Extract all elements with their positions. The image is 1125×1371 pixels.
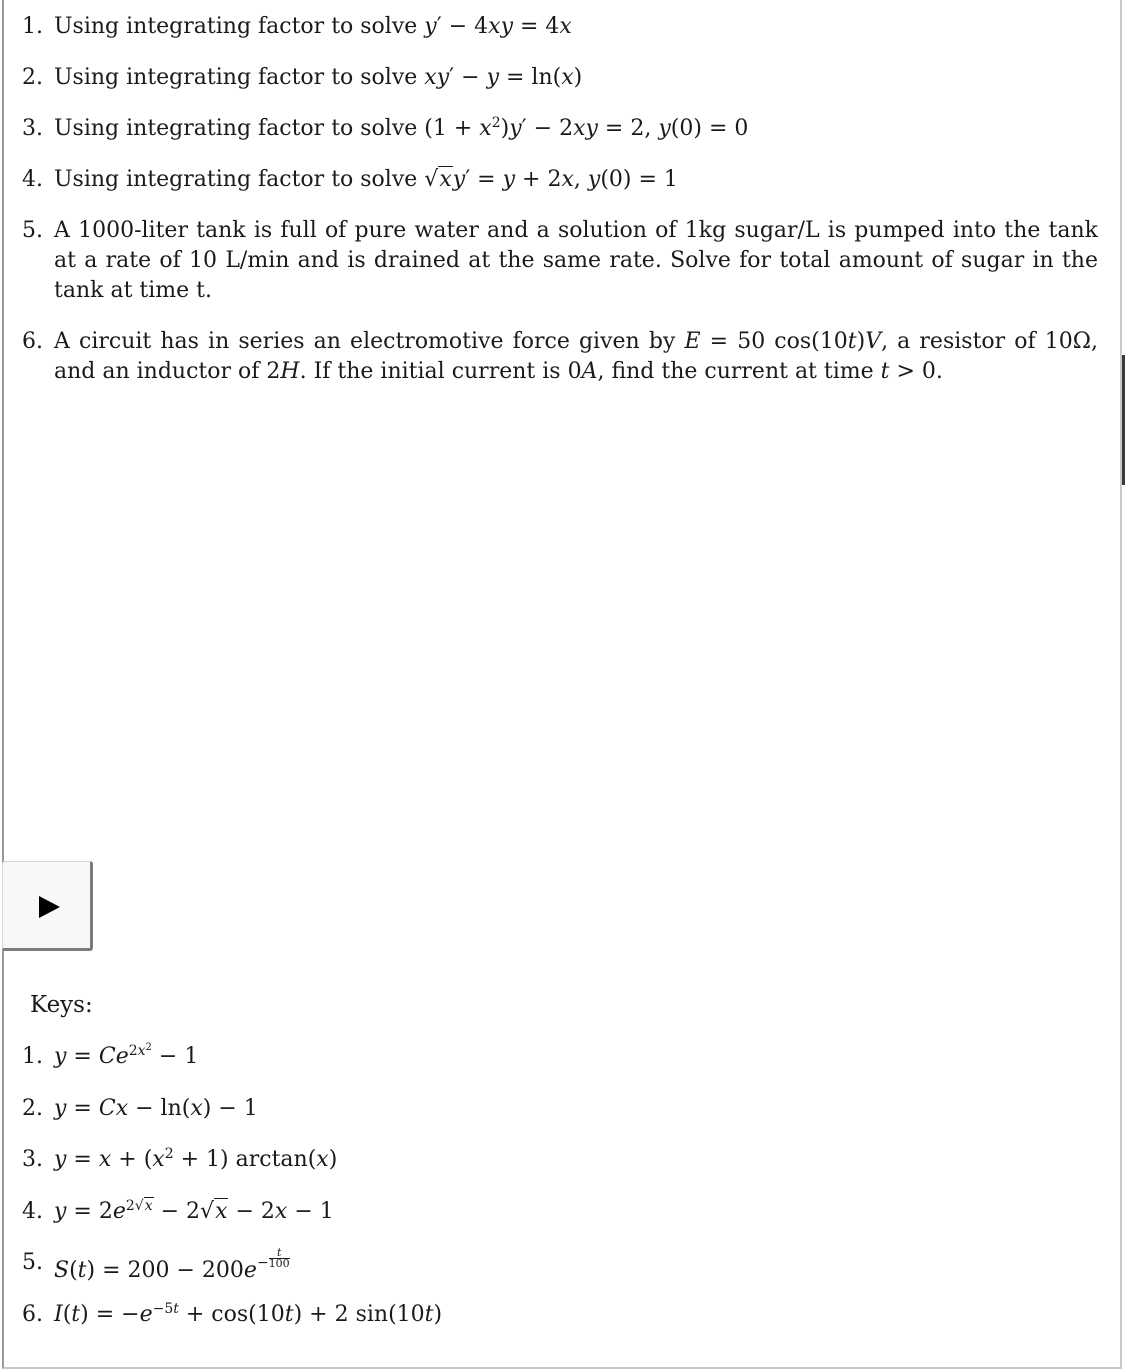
math-equation: y = Cx − ln(x) − 1 bbox=[54, 1095, 258, 1121]
math-equation: $y = 2e^{2√x} - 2√x - 2x - 1$ bbox=[54, 1197, 334, 1224]
item-number: 6. bbox=[22, 329, 43, 354]
answer-item bbox=[22, 1246, 1022, 1284]
answer-item bbox=[22, 1042, 1022, 1072]
problem-item bbox=[22, 63, 1098, 93]
problem-text: Using integrating factor to solve bbox=[54, 167, 418, 192]
play-icon bbox=[39, 896, 60, 918]
problem-text: Using integrating factor to solve bbox=[54, 65, 418, 90]
answer-item bbox=[22, 1300, 1022, 1330]
item-number: 2. bbox=[22, 65, 43, 90]
problem-item bbox=[22, 216, 1098, 306]
math-equation: E = 50 cos(10t)V bbox=[684, 329, 882, 354]
problem-text: Using integrating factor to solve bbox=[54, 14, 418, 39]
math-equation: $I(t) = -e^{-5t} + \cos(10t) + 2$ sin(10t) bbox=[54, 1300, 443, 1327]
answer-item bbox=[22, 1197, 1022, 1227]
item-number: 3. bbox=[22, 116, 43, 141]
item-number: 6. bbox=[22, 1301, 43, 1327]
problem-item bbox=[22, 165, 1098, 195]
math-equation: S(t) = 200 − 200e− $\frac{t}{100}$ bbox=[54, 1246, 290, 1284]
math-equation: $y = x + (x^2 + 1)$ arctan(x) bbox=[54, 1146, 338, 1173]
item-number: 4. bbox=[22, 1198, 43, 1224]
item-number: 1. bbox=[22, 1044, 43, 1069]
math-equation: $(1 + x^2)y' - 2xy = 2$, y(0) = 0 bbox=[424, 115, 749, 141]
answer-item bbox=[22, 1145, 1022, 1175]
item-number: 5. bbox=[22, 218, 43, 243]
math-equation: 0A bbox=[567, 359, 598, 384]
answer-list bbox=[22, 1042, 1022, 1352]
problem-text: Using integrating factor to solve bbox=[54, 116, 418, 141]
math-equation: xy′ − y = ln(x) bbox=[424, 65, 583, 90]
problem-item bbox=[22, 114, 1098, 144]
answer-item bbox=[22, 1094, 1022, 1124]
problem-text: . If the initial current is bbox=[299, 359, 561, 384]
item-number: 1. bbox=[22, 14, 43, 39]
math-equation: 2H bbox=[266, 359, 300, 384]
item-number: 4. bbox=[22, 167, 43, 192]
play-button[interactable] bbox=[2, 861, 93, 951]
item-number: 3. bbox=[22, 1147, 43, 1173]
item-number: 2. bbox=[22, 1095, 43, 1121]
keys-title: Keys: bbox=[30, 992, 93, 1018]
problem-list bbox=[22, 12, 1098, 408]
problem-item bbox=[22, 327, 1098, 387]
item-number: 5. bbox=[22, 1250, 43, 1276]
math-equation: $y = Ce^{2x^2} - 1$ bbox=[54, 1042, 199, 1069]
problem-text: , a resistor of 10Ω, and an inductor of bbox=[54, 329, 1099, 384]
problem-item bbox=[22, 12, 1098, 42]
math-equation: t > 0. bbox=[880, 359, 943, 384]
problem-text: A 1000-liter tank is full of pure water and a solution of 1kg sugar/L is pumped into the tank at a rate of 10 L/min and is drained at the same rate. Solve for total amount of sugar in the tank at time t. bbox=[54, 218, 1098, 303]
problem-text: A circuit has in series an electromotive force given by bbox=[54, 329, 676, 354]
math-equation: y′ − 4xy = 4x bbox=[424, 14, 572, 39]
problem-text: , find the current at time bbox=[597, 359, 874, 384]
math-equation: √xy′ = y + 2x, y(0) = 1 bbox=[424, 167, 678, 192]
